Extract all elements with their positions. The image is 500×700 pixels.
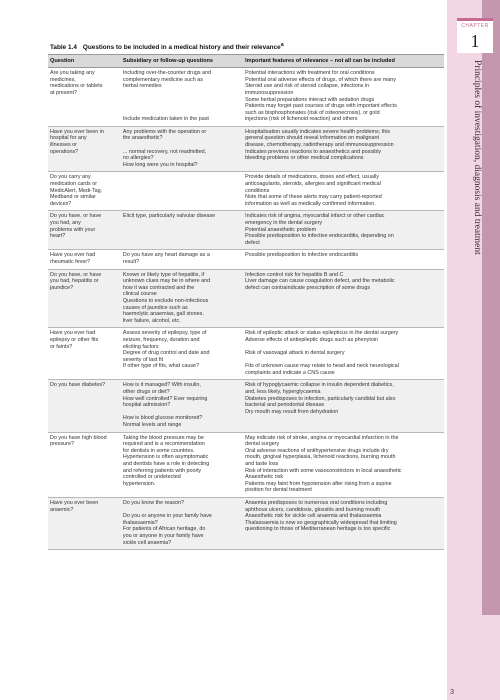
cell-line: questioning to those of Mediterranean heritage is too specific: [245, 526, 391, 533]
cell-line: Have you ever been: [50, 499, 99, 506]
cell-line: Possible predisposition to infective endocarditis, depending on: [245, 233, 394, 240]
features-cell: [243, 270, 444, 328]
cell-line: For patients of African heritage, do: [122, 526, 206, 533]
cell-line: Infection control risk for hepatitis B and C: [245, 271, 344, 278]
cell-line: sickle cell anaemia?: [122, 539, 172, 546]
cell-line: Do you have any heart damage as a: [122, 252, 210, 259]
cell-line: [245, 357, 442, 364]
cell-line: Risk of vasovagal attack in dental surgery: [245, 350, 345, 357]
cell-line: [123, 103, 241, 110]
table-row: [48, 433, 444, 498]
cell-line: Thalassaemia is now so geographically widespread that limiting: [245, 519, 397, 526]
question-cell: [48, 68, 121, 126]
subsidiary-cell: [121, 433, 243, 497]
cell-line: disease, chemotherapy, radiotherapy and immunosuppression: [245, 142, 394, 149]
cell-line: required and is a recommendation: [122, 441, 205, 448]
table-row: [48, 250, 444, 269]
chapter-color-bar: [482, 0, 500, 615]
cell-line: injections (risk of lichenoid reaction) and others: [245, 116, 358, 123]
cell-line: bacterial and periodontal disease: [245, 402, 325, 409]
table-title: Questions to be included in a medical history and their relevance: [82, 44, 281, 52]
features-cell: [243, 68, 444, 126]
table-row: [48, 270, 444, 329]
question-cell: [48, 127, 121, 172]
cell-line: Fits of unknown cause may relate to head and neck neurological: [245, 363, 399, 370]
subsidiary-cell: [121, 328, 243, 379]
cell-line: such as bisphosphonates (risk of osteonecrosis), or gold: [245, 109, 380, 116]
cell-line: Anaesthetic risk for sickle cell anaemia and thalassaemia: [245, 513, 382, 520]
cell-line: Note that some of these alerts may carry patient-reported: [245, 194, 382, 201]
cell-line: Anaesthetic risk: [245, 474, 284, 481]
cell-line: Do you carry any: [50, 174, 91, 181]
table-row: [48, 68, 444, 127]
cell-line: Patients may forget past courses of drugs with important effects: [245, 103, 397, 110]
cell-line: [123, 142, 241, 149]
cell-line: emergency in the dental surgery: [245, 220, 323, 226]
cell-line: herbal remedies: [122, 83, 162, 90]
table-caption-note: a: [280, 42, 284, 48]
features-cell: [243, 433, 444, 497]
header-question: Question: [50, 58, 75, 65]
cell-line: May indicate risk of stroke, angina or myocardial infarction in the: [245, 434, 399, 441]
cell-line: anticoagulants, steroids, allergies and significant medical: [245, 181, 381, 188]
table-caption: [48, 42, 444, 54]
cell-line: or faints?: [50, 343, 73, 350]
cell-line: immunosuppression: [245, 89, 294, 96]
cell-line: bleeding problems or other medical complications: [245, 155, 364, 162]
cell-line: Any problems with the operation or: [122, 128, 207, 135]
cell-line: Are you taking any: [50, 70, 95, 77]
cell-line: haemolytic anaemias, gall stones,: [122, 311, 204, 318]
chapter-tab: [457, 18, 493, 53]
cell-line: Do you or anyone in your family have: [122, 513, 212, 520]
subsidiary-cell: [121, 211, 243, 249]
cell-line: Have you ever had: [50, 330, 96, 337]
cell-line: seizure, frequency, duration and: [122, 336, 200, 343]
cell-line: medicines,: [50, 76, 76, 83]
cell-line: Risk of epileptic attack or status epilepticus in the dental surgery: [245, 330, 399, 337]
subsidiary-cell: [121, 270, 243, 328]
cell-line: controlled or undetected: [122, 474, 181, 481]
cell-line: [123, 90, 241, 97]
cell-line: Questions to exclude non-infectious: [122, 297, 209, 304]
cell-line: Assess severity of epilepsy, type of: [122, 330, 207, 337]
cell-line: unknown clues may be in where and: [122, 278, 211, 285]
cell-line: for dentists in some countries.: [122, 447, 195, 454]
cell-line: you or anyone in your family have: [122, 532, 204, 539]
cell-line: and taste loss: [245, 461, 279, 467]
cell-line: [123, 110, 241, 117]
cell-line: Some herbal preparations interact with sedation drugs: [245, 96, 375, 103]
cell-line: Adverse effects of antiepileptic drugs such as phenytoin: [245, 336, 379, 343]
features-cell: [243, 127, 444, 172]
cell-line: Normal levels and range: [122, 422, 182, 429]
cell-line: devices?: [50, 200, 72, 207]
cell-line: eliciting factors: [122, 343, 159, 350]
cell-line: Diabetes predisposes to infection, particularly candidal but also: [245, 395, 396, 402]
cell-line: heart?: [50, 233, 66, 240]
question-cell: [48, 498, 121, 549]
features-cell: [243, 380, 444, 431]
cell-line: Include medication taken in the past: [122, 116, 209, 123]
cell-line: Hospitalisation usually indicates severe health problems; this: [245, 128, 391, 135]
cell-line: operations?: [50, 148, 79, 155]
cell-line: jaundice?: [50, 284, 74, 291]
cell-line: conditions: [245, 187, 270, 194]
cell-line: Do you have, or have: [50, 271, 102, 278]
cell-line: Potential anaesthetic problem: [245, 226, 317, 233]
cell-line: How long were you in hospital?: [122, 161, 198, 168]
cell-line: aphthous ulcers, candidosis, glossitis and burning mouth: [245, 506, 381, 513]
cell-line: Taking the blood pressure may be: [122, 434, 204, 441]
cell-line: If other type of fits, what cause?: [122, 363, 200, 370]
cell-line: hypertension.: [122, 480, 156, 487]
header-subsidiary: Subsidiary or follow-up questions: [122, 58, 214, 65]
cell-line: Have you ever had: [50, 252, 96, 259]
cell-line: Hypertension is often asymptomatic: [122, 454, 209, 461]
cell-line: Do you have high blood: [50, 434, 107, 441]
cell-line: the anaesthetic?: [122, 135, 163, 142]
cell-line: [123, 409, 241, 416]
question-cell: [48, 328, 121, 379]
question-cell: [48, 433, 121, 497]
cell-line: defect can contraindicate prescription of some drugs: [245, 284, 371, 291]
cell-line: medication cards or: [50, 181, 98, 188]
subsidiary-cell: [121, 498, 243, 549]
cell-line: [123, 97, 241, 104]
cell-line: Patients may faint from hypotension after rising from a supine: [245, 480, 392, 487]
cell-line: no allergies?: [122, 155, 154, 162]
chapter-label: CHAPTER: [461, 23, 489, 29]
cell-line: How well controlled? Ever requiring: [122, 395, 208, 402]
cell-line: you had, any: [50, 220, 81, 226]
cell-line: [245, 344, 442, 351]
cell-line: Known or likely type of hepatitis, if: [122, 271, 205, 278]
subsidiary-cell: [121, 172, 243, 210]
cell-line: hospital for any: [50, 135, 87, 142]
table-number: Table 1.4: [50, 44, 77, 52]
cell-line: thalassaemia?: [122, 519, 158, 526]
cell-line: illnesses or: [50, 142, 77, 149]
cell-line: other drugs or diet?: [122, 389, 170, 396]
cell-line: result?: [122, 258, 140, 265]
cell-line: Possible predisposition to infective endocarditis: [245, 252, 359, 259]
cell-line: information as well as medically confirmed information.: [245, 200, 376, 207]
cell-line: problems with your: [50, 226, 96, 233]
cell-line: and, less likely, hyperglycaemia: [245, 389, 321, 396]
running-title: Principles of investigation, diagnosis and treatment: [472, 60, 482, 255]
cell-line: liver failure, alcohol, etc.: [122, 317, 181, 324]
table-row: [48, 498, 444, 550]
cell-line: severity of last fit: [122, 356, 164, 363]
cell-line: defect: [245, 239, 260, 246]
cell-line: and referring patients with poorly: [122, 467, 202, 474]
cell-line: hospital admission?: [122, 402, 171, 409]
cell-line: Oral adverse reactions of antihypertensive drugs include dry: [245, 447, 389, 454]
features-cell: [243, 250, 444, 268]
cell-line: general question should reveal information on malignant: [245, 135, 380, 142]
cell-line: and dentists have a role in detecting: [122, 461, 210, 467]
cell-line: at present?: [50, 89, 77, 96]
cell-line: [123, 507, 241, 514]
cell-line: MedicAlert, Medi-Tag,: [50, 187, 103, 194]
question-cell: [48, 380, 121, 431]
cell-line: anaemic?: [50, 506, 74, 513]
cell-line: Provide details of medications, doses and effect, usually: [245, 174, 379, 181]
cell-line: Do you have, or have: [50, 213, 102, 220]
cell-line: epilepsy or other fits: [50, 336, 99, 343]
cell-line: clinical course: [122, 291, 157, 298]
cell-line: Have you ever been in: [50, 128, 104, 135]
medical-history-table: [48, 42, 444, 550]
features-cell: [243, 498, 444, 549]
chapter-number: 1: [470, 31, 480, 51]
subsidiary-cell: [121, 380, 243, 431]
question-cell: [48, 250, 121, 268]
cell-line: Do you have diabetes?: [50, 382, 106, 389]
cell-line: Potential oral adverse effects of drugs, of which there are many: [245, 76, 396, 83]
cell-line: Medband or similar: [50, 194, 96, 201]
table-body: [48, 68, 444, 550]
table-header: [48, 54, 444, 68]
cell-line: how it was contracted and the: [122, 284, 195, 291]
cell-line: Risk of hypoglycaemic collapse in insulin dependent diabetics,: [245, 382, 394, 389]
cell-line: dental surgery: [245, 441, 280, 448]
cell-line: Degree of drug control and date and: [122, 350, 210, 357]
cell-line: Indicates previous reactions to anaesthetics and possibly: [245, 148, 382, 155]
cell-line: position for dental treatment: [245, 487, 312, 494]
cell-line: Elicit type, particularly valvular disease: [122, 213, 216, 220]
table-row: [48, 328, 444, 380]
page-number: 3: [450, 689, 454, 696]
table-row: [48, 172, 444, 211]
subsidiary-cell: [121, 127, 243, 172]
cell-line: How is it managed? With insulin,: [122, 382, 201, 389]
cell-line: medications or tablets: [50, 83, 103, 90]
cell-line: Dry mouth may result from dehydration: [245, 408, 339, 415]
cell-line: mouth, gingival hyperplasia, lichenoid reactions, burning mouth: [245, 454, 396, 461]
cell-line: Liver damage can cause coagulation defect, and the metabolic: [245, 278, 395, 285]
header-features: Important features of relevance – not all can be included: [245, 58, 395, 65]
features-cell: [243, 172, 444, 210]
table-row: [48, 380, 444, 432]
cell-line: ... normal recovery, not readmitted,: [122, 148, 207, 155]
cell-line: complementary medicine such as: [122, 76, 203, 83]
question-cell: [48, 211, 121, 249]
cell-line: causes of jaundice such as: [122, 304, 188, 311]
cell-line: Do you know the reason?: [122, 499, 185, 506]
table-row: [48, 211, 444, 250]
features-cell: [243, 211, 444, 249]
table-row: [48, 127, 444, 173]
question-cell: [48, 270, 121, 328]
subsidiary-cell: [121, 250, 243, 268]
cell-line: Anaemia predisposes to numerous oral conditions including: [245, 499, 388, 506]
cell-line: Including over-the-counter drugs and: [122, 70, 212, 77]
cell-line: Risk of interaction with some vasoconstrictors in local anaesthetic: [245, 467, 402, 474]
cell-line: Potential interactions with treatment for oral conditions: [245, 70, 375, 77]
cell-line: How is blood glucose monitored?: [122, 415, 203, 422]
cell-line: Indicates risk of angina, myocardial infarct or other cardiac: [245, 213, 385, 220]
cell-line: pressure?: [50, 441, 74, 448]
subsidiary-cell: [121, 68, 243, 126]
question-cell: [48, 172, 121, 210]
cell-line: rheumatic fever?: [50, 258, 91, 265]
cell-line: you had, hepatitis or: [50, 278, 99, 285]
cell-line: complaints and indicate a CNS cause: [245, 369, 335, 376]
cell-line: Steroid use and risk of steroid collapse, infections in: [245, 83, 370, 90]
features-cell: [243, 328, 444, 379]
